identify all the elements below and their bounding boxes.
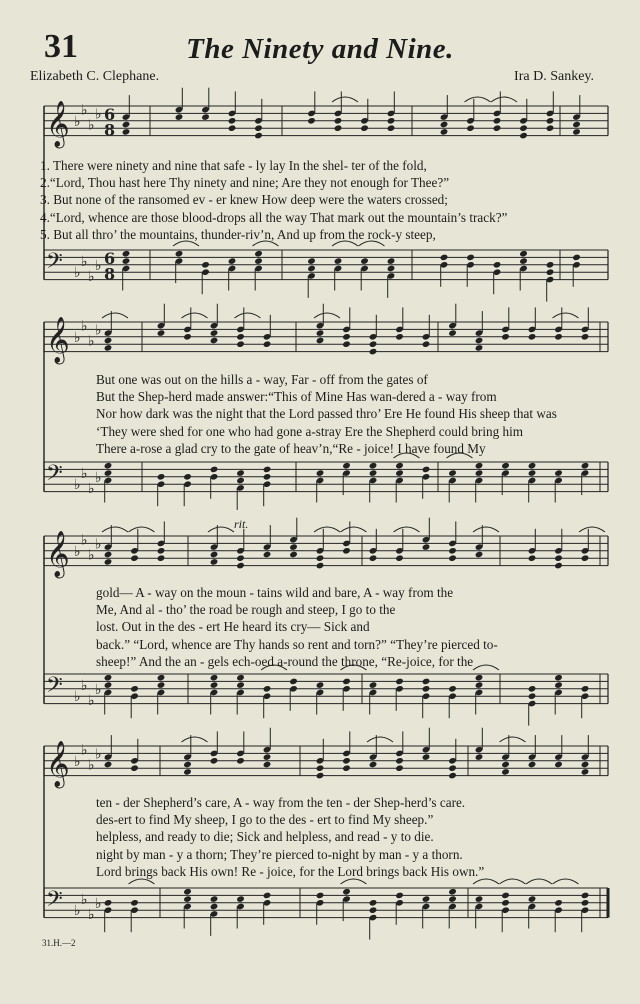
flat-sign: ♭ bbox=[81, 532, 88, 549]
note-head bbox=[157, 473, 166, 481]
note-head bbox=[422, 678, 431, 686]
lyric-line: ten - der Shepherd’s care, A - way from the ten - der Shep-herd’s care. bbox=[96, 795, 466, 810]
note-head bbox=[448, 685, 457, 693]
note-head bbox=[210, 674, 219, 682]
slur bbox=[182, 313, 208, 318]
flat-sign: ♭ bbox=[95, 469, 102, 486]
slur bbox=[473, 527, 499, 532]
note-head bbox=[104, 761, 113, 769]
lyric-line: 3. But none of the ransomed ev - er knew How deep were the waters crossed; bbox=[40, 192, 448, 208]
note-head bbox=[254, 250, 263, 258]
note-head bbox=[448, 772, 457, 780]
note-head bbox=[466, 254, 475, 262]
note-head bbox=[448, 888, 457, 896]
note-head bbox=[104, 337, 113, 345]
flat-sign: ♭ bbox=[88, 757, 95, 774]
slur bbox=[465, 97, 491, 102]
flat-sign: ♭ bbox=[81, 742, 88, 759]
note-head bbox=[228, 257, 237, 265]
slur bbox=[579, 527, 605, 532]
slur bbox=[314, 527, 340, 532]
flat-sign: ♭ bbox=[95, 536, 102, 553]
note-head bbox=[307, 117, 316, 125]
note-head bbox=[369, 681, 378, 689]
note-head bbox=[130, 554, 139, 562]
note-head bbox=[210, 337, 219, 345]
lyrics-system-1 bbox=[40, 157, 620, 243]
note-head bbox=[475, 344, 484, 352]
note-head bbox=[475, 337, 484, 345]
note-head bbox=[554, 681, 563, 689]
note-head bbox=[175, 113, 184, 121]
note-head bbox=[210, 466, 219, 474]
note-head bbox=[236, 895, 245, 903]
lyric-line: night by man - y a thorn; They’re pierced to-night by man - y a thorn. bbox=[96, 846, 463, 862]
flat-sign: ♭ bbox=[74, 543, 81, 560]
note-head bbox=[342, 757, 351, 765]
flat-sign: ♭ bbox=[95, 746, 102, 763]
lyric-line: 5. But all thro’ the mountains, thunder-riv’n, And up from the rock-y steep, bbox=[40, 226, 436, 242]
note-head bbox=[104, 681, 113, 689]
note-head bbox=[334, 124, 343, 132]
note-head bbox=[334, 117, 343, 125]
note-head bbox=[122, 250, 131, 258]
note-head bbox=[157, 554, 166, 562]
note-head bbox=[528, 462, 537, 470]
note-head bbox=[519, 132, 528, 140]
flat-sign: ♭ bbox=[81, 892, 88, 909]
note-head bbox=[554, 899, 563, 907]
note-head bbox=[519, 250, 528, 258]
note-head bbox=[395, 678, 404, 686]
note-head bbox=[528, 895, 537, 903]
note-head bbox=[360, 257, 369, 265]
flat-sign: ♭ bbox=[88, 906, 95, 923]
treble-clef: 𝄞 bbox=[46, 531, 70, 577]
slur bbox=[500, 737, 526, 742]
slur bbox=[367, 737, 393, 742]
note-head bbox=[104, 558, 113, 566]
note-head bbox=[263, 761, 272, 769]
flat-sign: ♭ bbox=[88, 692, 95, 709]
note-head bbox=[448, 469, 457, 477]
note-head bbox=[122, 257, 131, 265]
note-head bbox=[581, 333, 590, 341]
note-head bbox=[528, 692, 537, 700]
note-head bbox=[122, 121, 131, 129]
note-head bbox=[572, 128, 581, 136]
note-head bbox=[236, 681, 245, 689]
note-head bbox=[104, 551, 113, 559]
flat-sign: ♭ bbox=[88, 117, 95, 134]
note-head bbox=[263, 685, 272, 693]
note-head bbox=[475, 462, 484, 470]
lyric-line: 1. There were ninety and nine that safe - ly lay In the shel- ter of the fold, bbox=[40, 158, 427, 173]
note-head bbox=[475, 551, 484, 559]
lyric-line: ‘They were shed for one who had gone a-stray Ere the Shepherd could bring him bbox=[96, 423, 523, 439]
note-head bbox=[130, 764, 139, 772]
note-head bbox=[440, 254, 449, 262]
lyric-line: There a-rose a glad cry to the gate of heav’n,“Re - joice! I have found My bbox=[96, 440, 486, 456]
note-head bbox=[395, 469, 404, 477]
note-head bbox=[342, 547, 351, 555]
flat-sign: ♭ bbox=[74, 753, 81, 770]
flat-sign: ♭ bbox=[74, 265, 81, 282]
time-signature-bottom: 8 bbox=[104, 120, 116, 140]
note-head bbox=[395, 757, 404, 765]
note-head bbox=[387, 265, 396, 273]
note-head bbox=[369, 340, 378, 348]
lyric-line: gold— A - way on the moun - tains wild and bare, A - way from the bbox=[96, 585, 454, 600]
note-head bbox=[387, 124, 396, 132]
flat-sign: ♭ bbox=[88, 333, 95, 350]
note-head bbox=[342, 462, 351, 470]
lyric-line: Me, And al - tho’ the road be rough and steep, I go to the bbox=[96, 602, 396, 618]
note-head bbox=[157, 674, 166, 682]
note-head bbox=[422, 543, 431, 551]
ritardando-mark: rit. bbox=[234, 517, 249, 531]
note-head bbox=[175, 250, 184, 258]
lyric-line: des-ert to find My sheep, I go to the des - ert to find My sheep.” bbox=[96, 812, 434, 828]
note-head bbox=[501, 462, 510, 470]
note-head bbox=[369, 469, 378, 477]
note-head bbox=[581, 899, 590, 907]
note-head bbox=[342, 340, 351, 348]
note-head bbox=[342, 333, 351, 341]
slur bbox=[491, 97, 517, 102]
flat-sign: ♭ bbox=[88, 268, 95, 285]
note-head bbox=[528, 469, 537, 477]
note-head bbox=[387, 117, 396, 125]
note-head bbox=[475, 681, 484, 689]
note-head bbox=[263, 753, 272, 761]
slur bbox=[102, 313, 128, 318]
note-head bbox=[307, 257, 316, 265]
note-head bbox=[236, 554, 245, 562]
flat-sign: ♭ bbox=[74, 477, 81, 494]
note-head bbox=[581, 685, 590, 693]
note-head bbox=[342, 678, 351, 686]
flat-sign: ♭ bbox=[95, 322, 102, 339]
note-head bbox=[369, 761, 378, 769]
slur bbox=[341, 527, 367, 532]
flat-sign: ♭ bbox=[88, 547, 95, 564]
note-head bbox=[395, 554, 404, 562]
lyricist-credit: Elizabeth C. Clephane. bbox=[30, 69, 160, 84]
note-head bbox=[201, 261, 210, 269]
note-head bbox=[263, 466, 272, 474]
note-head bbox=[369, 348, 378, 356]
note-head bbox=[183, 888, 192, 896]
flat-sign: ♭ bbox=[81, 254, 88, 271]
note-head bbox=[475, 469, 484, 477]
note-head bbox=[422, 340, 431, 348]
note-head bbox=[387, 257, 396, 265]
note-head bbox=[501, 761, 510, 769]
note-head bbox=[236, 333, 245, 341]
note-head bbox=[395, 333, 404, 341]
note-head bbox=[493, 261, 502, 269]
slur bbox=[102, 527, 128, 532]
flat-sign: ♭ bbox=[74, 329, 81, 346]
slur bbox=[208, 527, 234, 532]
note-head bbox=[581, 761, 590, 769]
note-head bbox=[528, 333, 537, 341]
note-head bbox=[316, 681, 325, 689]
note-head bbox=[316, 329, 325, 337]
bass-clef: 𝄢 bbox=[46, 461, 63, 491]
note-head bbox=[254, 124, 263, 132]
lyric-line: Nor how dark was the night that the Lord passed thro’ Ere He found His sheep that was bbox=[96, 406, 557, 422]
flat-sign: ♭ bbox=[81, 318, 88, 335]
note-head bbox=[130, 685, 139, 693]
lyric-line: back.” “Lord, whence are Thy hands so rent and torn?” “They’re pierced to- bbox=[96, 636, 498, 652]
note-head bbox=[546, 268, 555, 276]
note-head bbox=[210, 329, 219, 337]
note-head bbox=[307, 265, 316, 273]
note-head bbox=[201, 113, 210, 121]
note-head bbox=[342, 888, 351, 896]
note-head bbox=[157, 329, 166, 337]
note-head bbox=[581, 554, 590, 562]
note-head bbox=[342, 764, 351, 772]
note-head bbox=[440, 121, 449, 129]
lyric-line: 2.“Lord, Thou hast here Thy ninety and nine; Are they not enough for Thee?” bbox=[40, 175, 450, 191]
flat-sign: ♭ bbox=[74, 113, 81, 130]
note-head bbox=[104, 899, 113, 907]
note-head bbox=[316, 892, 325, 900]
note-head bbox=[493, 117, 502, 125]
note-head bbox=[228, 124, 237, 132]
note-head bbox=[316, 337, 325, 345]
note-head bbox=[236, 562, 245, 570]
note-head bbox=[528, 685, 537, 693]
note-head bbox=[546, 261, 555, 269]
note-head bbox=[501, 892, 510, 900]
note-head bbox=[157, 681, 166, 689]
note-head bbox=[316, 554, 325, 562]
note-head bbox=[422, 753, 431, 761]
note-head bbox=[546, 117, 555, 125]
time-signature-top: 6 bbox=[104, 104, 116, 124]
flat-sign: ♭ bbox=[74, 903, 81, 920]
note-head bbox=[210, 895, 219, 903]
note-head bbox=[369, 906, 378, 914]
note-head bbox=[581, 892, 590, 900]
hymn-number: 31 bbox=[44, 28, 78, 65]
treble-clef: 𝄞 bbox=[46, 101, 70, 147]
note-head bbox=[572, 254, 581, 262]
note-head bbox=[210, 681, 219, 689]
note-head bbox=[581, 768, 590, 776]
time-signature-top: 6 bbox=[104, 248, 116, 268]
lyric-line: 4.“Lord, whence are those blood-drops all the way That mark out the mountain’s track?” bbox=[40, 209, 508, 225]
note-head bbox=[360, 124, 369, 132]
note-head bbox=[334, 257, 343, 265]
note-head bbox=[263, 340, 272, 348]
lyrics-system-3 bbox=[96, 584, 626, 670]
lyrics-system-2 bbox=[96, 371, 626, 457]
note-head bbox=[440, 128, 449, 136]
note-head bbox=[422, 466, 431, 474]
bass-clef: 𝄢 bbox=[46, 249, 63, 279]
slur bbox=[182, 737, 208, 742]
note-head bbox=[572, 121, 581, 129]
note-head bbox=[369, 462, 378, 470]
note-head bbox=[369, 899, 378, 907]
note-head bbox=[316, 562, 325, 570]
note-head bbox=[519, 257, 528, 265]
note-head bbox=[183, 761, 192, 769]
note-head bbox=[554, 761, 563, 769]
note-head bbox=[289, 678, 298, 686]
note-head bbox=[183, 768, 192, 776]
hymn-title: The Ninety and Nine. bbox=[186, 33, 454, 65]
lyric-line: sheep!” And the an - gels ech-oed a-round the throne, “Re-joice, for the bbox=[96, 653, 474, 669]
note-head bbox=[157, 547, 166, 555]
note-head bbox=[581, 462, 590, 470]
note-head bbox=[554, 469, 563, 477]
note-head bbox=[254, 257, 263, 265]
note-head bbox=[448, 764, 457, 772]
lyric-line: Lord brings back His own! Re - joice, for the Lord brings back His own.” bbox=[96, 863, 485, 879]
note-head bbox=[236, 340, 245, 348]
note-head bbox=[316, 469, 325, 477]
note-head bbox=[554, 333, 563, 341]
flat-sign: ♭ bbox=[88, 480, 95, 497]
note-head bbox=[493, 124, 502, 132]
note-head bbox=[289, 551, 298, 559]
lyric-line: But the Shep-herd made answer:“This of Mine Has wan-dered a - way from bbox=[96, 389, 497, 405]
note-head bbox=[448, 895, 457, 903]
note-head bbox=[263, 551, 272, 559]
note-head bbox=[501, 899, 510, 907]
flat-sign: ♭ bbox=[95, 257, 102, 274]
note-head bbox=[263, 892, 272, 900]
note-head bbox=[546, 124, 555, 132]
note-head bbox=[554, 674, 563, 682]
note-head bbox=[122, 128, 131, 136]
flat-sign: ♭ bbox=[95, 681, 102, 698]
note-head bbox=[475, 753, 484, 761]
note-head bbox=[183, 333, 192, 341]
note-head bbox=[236, 469, 245, 477]
note-head bbox=[236, 674, 245, 682]
note-head bbox=[263, 473, 272, 481]
note-head bbox=[183, 895, 192, 903]
note-head bbox=[501, 768, 510, 776]
flat-sign: ♭ bbox=[74, 689, 81, 706]
note-head bbox=[236, 757, 245, 765]
lyric-line: But one was out on the hills a - way, Far - off from the gates of bbox=[96, 372, 428, 387]
note-head bbox=[104, 462, 113, 470]
note-head bbox=[466, 124, 475, 132]
lyric-line: helpless, and ready to die; Sick and helpless, and read - y to die. bbox=[96, 829, 434, 845]
slur bbox=[553, 313, 579, 318]
note-head bbox=[475, 895, 484, 903]
note-head bbox=[554, 554, 563, 562]
note-head bbox=[448, 554, 457, 562]
note-head bbox=[316, 772, 325, 780]
flat-sign: ♭ bbox=[81, 466, 88, 483]
note-head bbox=[289, 543, 298, 551]
slur bbox=[332, 97, 358, 102]
note-head bbox=[104, 344, 113, 352]
note-head bbox=[475, 674, 484, 682]
note-head bbox=[395, 892, 404, 900]
note-head bbox=[183, 473, 192, 481]
flat-sign: ♭ bbox=[81, 678, 88, 695]
slur bbox=[235, 313, 261, 318]
note-head bbox=[254, 132, 263, 140]
note-head bbox=[554, 562, 563, 570]
slur bbox=[314, 313, 340, 318]
note-head bbox=[104, 469, 113, 477]
note-head bbox=[528, 761, 537, 769]
note-head bbox=[130, 899, 139, 907]
composer-credit: Ira D. Sankey. bbox=[514, 69, 594, 84]
note-head bbox=[501, 333, 510, 341]
flat-sign: ♭ bbox=[95, 106, 102, 123]
note-head bbox=[519, 124, 528, 132]
note-head bbox=[422, 895, 431, 903]
slur bbox=[394, 527, 420, 532]
lyrics-system-4 bbox=[96, 794, 626, 880]
bass-clef: 𝄢 bbox=[46, 673, 63, 703]
slur bbox=[129, 527, 155, 532]
note-head bbox=[210, 903, 219, 911]
bass-clef: 𝄢 bbox=[46, 887, 63, 917]
note-head bbox=[422, 685, 431, 693]
note-head bbox=[210, 757, 219, 765]
note-head bbox=[395, 764, 404, 772]
time-signature-bottom: 8 bbox=[104, 264, 116, 284]
note-head bbox=[448, 547, 457, 555]
note-head bbox=[236, 477, 245, 485]
note-head bbox=[316, 764, 325, 772]
note-head bbox=[104, 674, 113, 682]
page-footer: 31.H.—2 bbox=[42, 938, 76, 948]
note-head bbox=[528, 554, 537, 562]
note-head bbox=[210, 558, 219, 566]
note-head bbox=[210, 551, 219, 559]
treble-clef: 𝄞 bbox=[46, 741, 70, 787]
note-head bbox=[448, 329, 457, 337]
note-head bbox=[395, 462, 404, 470]
flat-sign: ♭ bbox=[95, 895, 102, 912]
note-head bbox=[228, 117, 237, 125]
treble-clef: 𝄞 bbox=[46, 317, 70, 363]
lyric-line: lost. Out in the des - ert He heard its cry— Sick and bbox=[96, 619, 370, 635]
note-head bbox=[369, 554, 378, 562]
flat-sign: ♭ bbox=[81, 102, 88, 119]
